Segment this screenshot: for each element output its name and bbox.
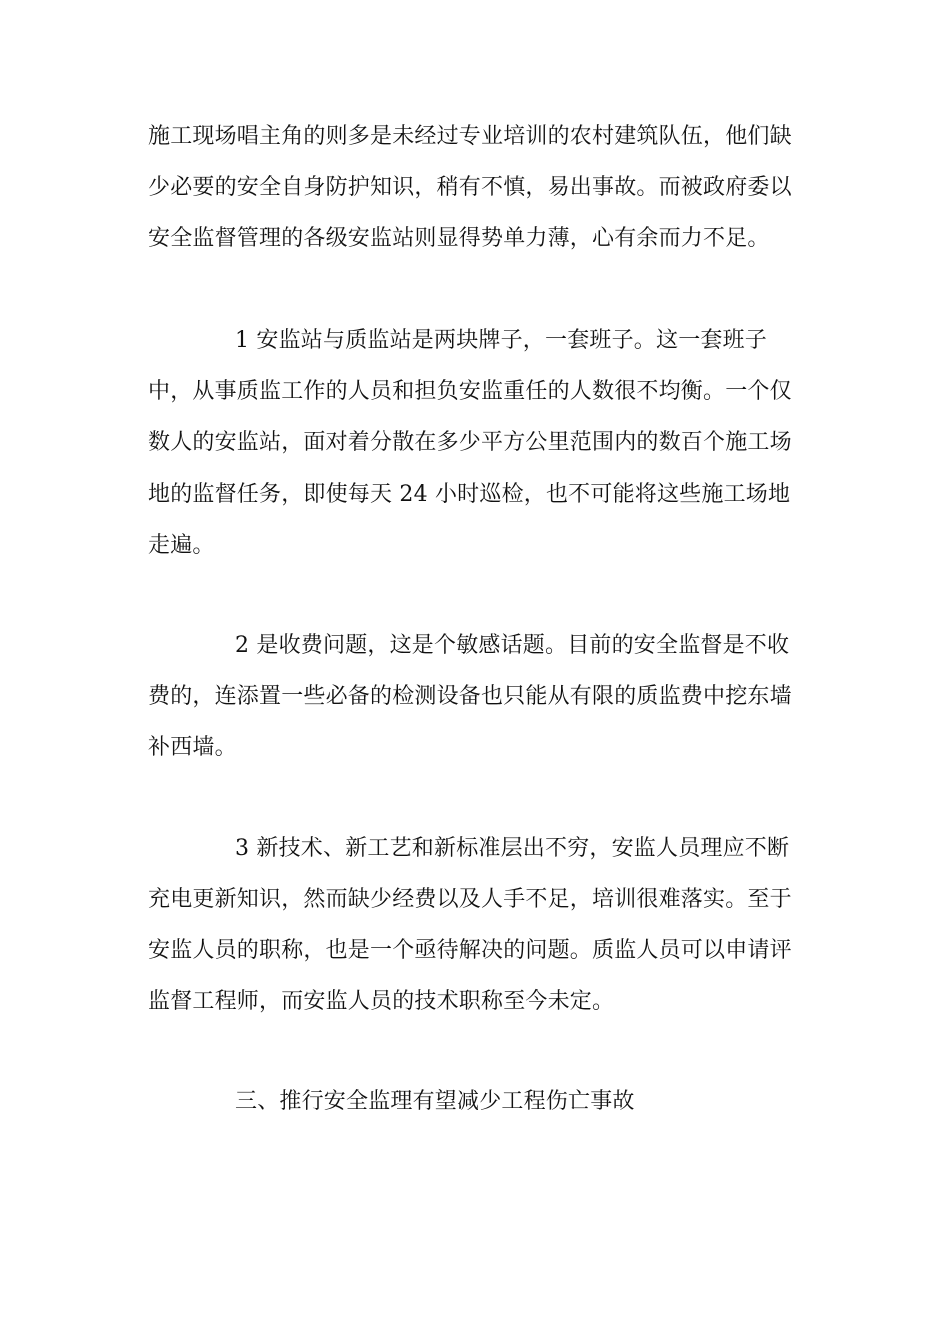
paragraph-3-line-2: 费的，连添置一些必备的检测设备也只能从有限的质监费中挖东墙 (148, 684, 792, 709)
paragraph-3-line-3: 补西墙。 (148, 735, 237, 760)
paragraph-2-line-3: 数人的安监站，面对着分散在多少平方公里范围内的数百个施工场 (148, 430, 792, 455)
paragraph-1-line-3: 安全监督管理的各级安监站则显得势单力薄，心有余而力不足。 (148, 226, 770, 251)
paragraph-2-line-4: 地的监督任务，即使每天 24 小时巡检，也不可能将这些施工场地 (148, 482, 791, 507)
paragraph-4-line-2: 充电更新知识，然而缺少经费以及人手不足，培训很难落实。至于 (148, 887, 792, 912)
paragraph-4-line-3: 安监人员的职称，也是一个亟待解决的问题。质监人员可以申请评 (148, 938, 792, 963)
section-heading: 三、推行安全监理有望减少工程伤亡事故 (235, 1089, 635, 1114)
paragraph-2-line-5: 走遍。 (148, 533, 215, 558)
paragraph-4-line-4: 监督工程师，而安监人员的技术职称至今未定。 (148, 989, 615, 1014)
paragraph-3-line-1: 2 是收费问题，这是个敏感话题。目前的安全监督是不收 (235, 633, 790, 658)
paragraph-4-line-1: 3 新技术、新工艺和新标准层出不穷，安监人员理应不断 (235, 836, 790, 861)
paragraph-1-line-1: 施工现场唱主角的则多是未经过专业培训的农村建筑队伍，他们缺 (148, 124, 792, 149)
paragraph-1-line-2: 少必要的安全自身防护知识，稍有不慎，易出事故。而被政府委以 (148, 175, 792, 200)
paragraph-2-line-2: 中，从事质监工作的人员和担负安监重任的人数很不均衡。一个仅 (148, 379, 792, 404)
paragraph-2-line-1: 1 安监站与质监站是两块牌子，一套班子。这一套班子 (235, 328, 767, 353)
